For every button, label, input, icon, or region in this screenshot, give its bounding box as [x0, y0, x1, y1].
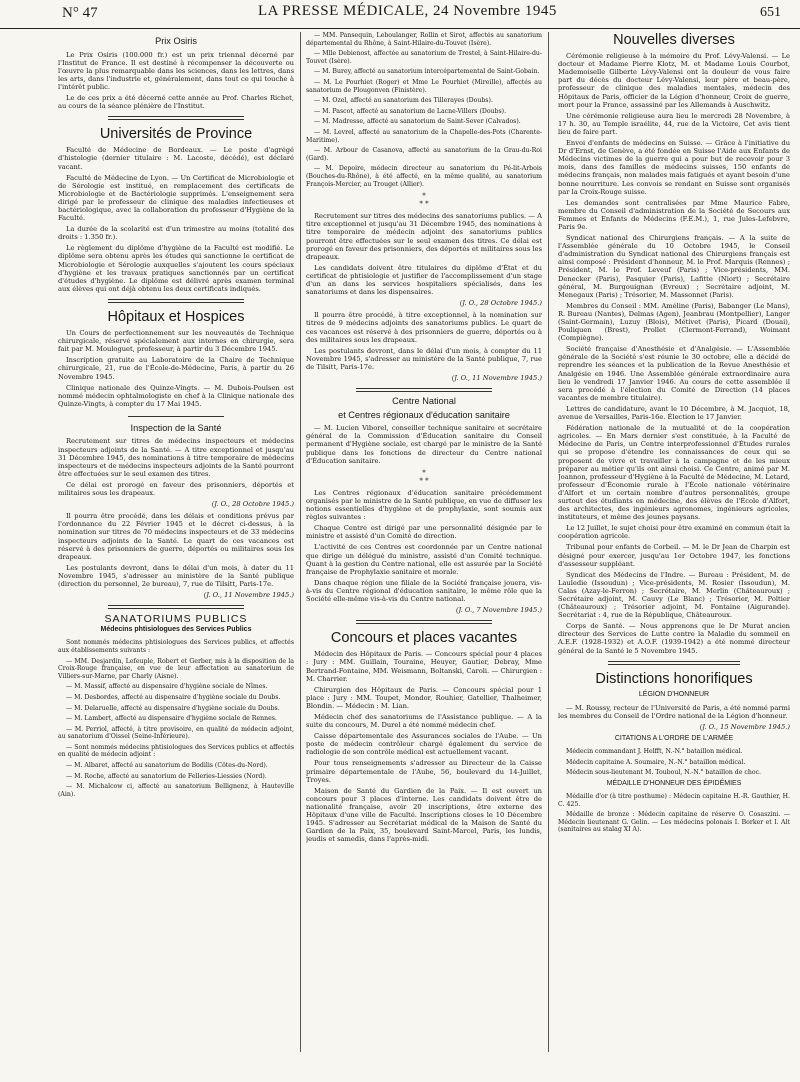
rec-text-2: Les candidats doivent être titulaires du diplôme d'État et du certificat de phtisiologie et justifier de l'accomplissement d'un stage d'un an dans les services hospitaliers spécialisés, dans les sanatoriums et dans les dispensaires. [306, 263, 542, 297]
insp-source-1: (J. O., 28 Octobre 1945.) [211, 500, 294, 509]
distinctions-title: Distinctions honorifiques [595, 670, 753, 687]
rec-source-2: (J. O., 11 Novembre 1945.) [451, 373, 542, 382]
conc-text-5: Pour tous renseignements s'adresser au Directeur de la Caisse primaire départementale de l'Aube, 56, boulevard du 14-Juillet, Troyes. [306, 759, 542, 784]
citation: Médecin capitaine A. Soumaire, N.-N.° bataillon médical. [566, 758, 746, 766]
prix-text-2: Le de ces prix a été décerné cette année au Prof. Charles Richet, au cours de la séance plénière de l'Institut. [58, 94, 294, 111]
sanatoriums-title: SANATORIUMS PUBLICS [104, 613, 248, 626]
nouvelles-title: Nouvelles diverses [613, 32, 735, 48]
nouv-text: Tribunal pour enfants de Corbeil. — M. le Dr Jean de Charpin est désigné pour exercer, jusqu'au 1er Octobre 1947, les fonctions d'assesseur suppléant. [558, 543, 790, 568]
nouv-text: Cérémonie religieuse à la mémoire du Prof. Lévy-Valensi. — Le docteur et Madame Pierre Klotz, M. et Madame Louis Courbot, Mademoiselle Gilberte Lévy-Valensi ont la douleur de vous faire part du décès du docteur Lévy-Valensi, leur père et beau-père, professeur de clinique des maladies mentales, médecin des Hôpitaux de Paris, officier de la Légion d'honneur, Croix de guerre, mort pour la France, assassiné par les Allemands à Auschwitz. [558, 52, 790, 109]
dist-text: — M. Roussy, recteur de l'Université de Paris, a été nommé parmi les membres du Conseil de l'Ordre national de la Légion d'honneur. [558, 703, 790, 720]
rec-source-1: (J. O., 28 Octobre 1945.) [459, 299, 542, 308]
legion-heading: LÉGION D'HONNEUR [638, 690, 710, 698]
lyon-text-2: La durée de la scolarité est d'un trimestre au moins (totalité des droits : 1.350 fr.). [58, 225, 294, 242]
rec-text-3: Il pourra être procédé, à titre exceptionnel, à la nomination sur titres de 9 médecins adjoints des sanatoriums publics. Le quart de ces vacances est réservé à des prisonniers de guerre, déportés ou à des militaires sous les drapeaux. [306, 311, 542, 344]
sana-item: — M. Lambert, affecté au dispensaire d'hygiène sociale de Rennes. [66, 715, 277, 723]
insp-text-4: Les postulants devront, dans le délai d'un mois, à dater du 11 Novembre 1945, s'adresser au ministère de la Santé publique (direction du personnel, 2e bureau), 7, rue de Tilsitt, Paris-17e. [58, 563, 294, 588]
insp-text-2: Ce délai est prorogé en faveur des prisonniers, déportés et militaires sous les drapeaux. [58, 480, 294, 498]
bordeaux-text: Faculté de Médecine de Bordeaux. — Le poste d'agrégé d'histologie (dernier titulaire : M. Lacoste, décédé), est déclaré vacant. [58, 146, 294, 171]
asterism-icon: * * * [419, 192, 429, 209]
centre-source: (J. O., 7 Novembre 1945.) [455, 606, 542, 615]
sana-item: — M. Ozel, affecté au sanatorium des Tillerayes (Doubs). [314, 97, 493, 105]
sana-intro: Sont nommés médecins phtisiologues des Services publics, et affectés aux établissements suivants : [58, 639, 294, 654]
nouv-text: Corps de Santé. — Nous apprenons que le Dr Murat ancien directeur des Services de Lutte contre la Maladie du sommeil en A.E.F. (1928-1932) et A.O.F. (1939-1942) a été nommé directeur général de la Santé le 5 Novembre 1945. [558, 622, 790, 655]
prix-text-1: Le Prix Osiris (100.000 fr.) est un prix triennal décerné par l'Institut de France. Il est destiné à récompenser la découverte ou l'œuvre la plus remarquable dans les sciences, dans les lettres, dans les arts, dans l'industrie et, généralement, dans tout ce qui touche à l'intérêt public. [58, 50, 294, 91]
concours-title: Concours et places vacantes [330, 630, 518, 647]
page-number: 651 [760, 5, 781, 20]
centre-text-4: L'activité de ces Centres est coordonnée par un Centre national que dirige un délégué du ministre, assisté d'un Comité technique. Quant à la gestion du Centre national, elle est assurée par la Société française de Prophylaxie sanitaire et morale. [306, 543, 542, 576]
centre-text-2: Les Centres régionaux d'éducation sanitaire précédemment organisés par le ministre de la Santé publique, en vue de diffuser les notions essentielles d'hygiène et de prophylaxie, sont soumis aux règles suivantes : [306, 488, 542, 522]
nouv-text: Fédération nationale de la mutualité et de la coopération agricoles. — En Mars dernier s'est constituée, à la Faculté de Médecine de Paris, un Centre interprofessionnel d'Études rurales qui se propose d'étendre les connaissances de ceux qui se proposent de vivre et travailler à la campagne et de les mieux préparer au métier qu'ils ont ainsi choisi. Ce Centre, animé par M. Joannon, professeur d'Hygiène à la Faculté de Médecine, M. Letard, professeur d'Économie rurale à l'École nationale vétérinaire d'Alfort et un certain nombre d'autres personnalités, groupe surtout des étudiants en médecine, des élèves de l'École d'Alfort, des architectes, des ingénieurs agronomes, ingénieurs agricoles, instituteurs, et même des jeunes paysans. [558, 424, 790, 522]
rec-text-1: Recrutement sur titres des médecins des sanatoriums publics. — A titre exceptionnel et jusqu'au 31 Décembre 1945, des nominations à titre temporaire de médecin adjoint des sanatoriums publics pourront être effectuées sur le seul examen des titres. Ce délai est prorogé en faveur des prisonniers, des déportés et militaires sous les drapeaux. [306, 212, 542, 261]
sana-item: — M. Arbour de Casanova, affecté au sanatorium de la Grau-du-Roi (Gard). [306, 147, 542, 162]
hop-text-1: Un Cours de perfectionnement sur les nouveautés de Technique chirurgicale, réservé spécialement aux internes en chirurgie, sera fait par M. Mouloguet, professeur, à partir du 3 Décembre 1945. [58, 329, 294, 354]
sana-item: — M. Perriol, affecté, à titre provisoire, en qualité de médecin adjoint, au sanatorium d'Oissel (Seine-Inférieure). [58, 725, 294, 741]
sana-item: — M. Massif, affecté au dispensaire d'hygiène sociale de Nîmes. [66, 683, 268, 691]
conc-text-2: Chirurgien des Hôpitaux de Paris. — Concours spécial pour 1 place : Jury : MM. Toupet, Mondor, Rouhier, Gatellier, Thalheimer, Blondin. — Médecin : M. Lian. [306, 685, 542, 710]
sana-item: — M. Albaret, affecté au sanatorium de Bodilis (Côtes-du-Nord). [66, 762, 268, 770]
nouv-text: Lettres de candidature, avant le 10 Décembre, à M. Jacquot, 18, avenue de Versailles, Paris-16e. Élection le 17 Janvier. [558, 404, 790, 422]
column-2 [306, 32, 549, 1052]
sana-item: — M. Delaruelle, affecté au dispensaire d'hygiène sociale du Doubs. [66, 704, 280, 712]
journal-title: LA PRESSE MÉDICALE, 24 Novembre 1945 [258, 3, 557, 19]
sana-item: — M. Depoire, médecin directeur au sanatorium du Pé-lit-Arbois (Bouches-du-Rhône), à été affecté, en la même qualité, au sanatorium François-Mercier, au Trouget (Allier). [306, 165, 542, 188]
sana-item: — M. Desbordes, affecté au dispensaire d'hygiène sociale du Doubs. [66, 693, 281, 701]
conc-text-3: Médecin chef des sanatoriums de l'Assistance publique. — A la suite du concours, M. Durel a été nommé médecin chef. [306, 712, 542, 730]
lyon-text: Faculté de Médecine de Lyon. — Un Certificat de Microbiologie et de Sérologie est institué, en remplacement des certificats de Microbiologie et de Bactériologie supprimés. L'enseignement sera dirigé par le professeur de clinique des maladies infectieuses et bactériologique, avec la collaboration du professeur d'Hygiène de la Faculté. [58, 173, 294, 223]
nouv-text: Une cérémonie religieuse aura lieu le mercredi 28 Novembre, à 17 h. 30, au Temple israélite, 44, rue de la Victoire, Cet avis tient lieu de faire part. [558, 111, 790, 136]
insp-text-3: Il pourra être procédé, dans les délais et conditions prévus par l'ordonnance du 22 Février 1945 et le décret ci-dessus, à la nomination sur titres de 70 médecins inspecteurs et de 33 médecins inspecteurs adjoints de la Santé. Le quart de ces vacances est réservé à des prisonniers de guerre, déportés ou militaires sous les drapeaux. [58, 512, 294, 561]
centre-title-2: et Centres régionaux d'éducation sanitaire [338, 409, 510, 420]
divider [108, 116, 244, 120]
sanatoriums-subtitle: Médecins phtisiologues des Services Publics [100, 626, 252, 634]
column-3 [558, 32, 790, 1052]
inspection-title: Inspection de la Santé [130, 422, 222, 433]
divider [108, 605, 244, 609]
conc-text-1: Médecin des Hôpitaux de Paris. — Concours spécial pour 4 places : Jury : MM. Guillain, Touraine, Heuyer, Gautier, Debray, Mme Bertrand-Fontaine, MM. Weismann, Boltanski, Caroli. — Chirurgien : M. Charrier. [306, 650, 542, 683]
sana-item: — M. Levrel, affecté au sanatorium de la Chapelle-des-Pots (Charente-Maritime). [306, 128, 542, 144]
conc-text-6: Maison de Santé du Gardien de la Paix. — Il est ouvert un concours pour 3 places d'interne. Les candidats doivent être de nationalité française, avoir 20 inscriptions, être externe des Hôpitaux d'une ville de Faculté. Inscriptions closes le 10 Décembre 1945. S'adresser au Secrétariat médical de la Maison de Santé du Gardien de la Paix, 35, boulevard Saint-Marcel, Paris, les lundis, jeudis et samedis, dans l'après-midi. [306, 786, 542, 844]
sana-item: — M. Roche, affecté au sanatorium de Felleries-Liessies (Nord). [66, 772, 267, 780]
asterism-icon: * * * [419, 468, 429, 485]
nouv-text: Les demandes sont centralisées par Mme Maurice Fabre, membre du Conseil d'administration de la Société de Secours aux Femmes et Enfants de Médecins (F.E.M.), 1, rue Jules-Lefebvre, Paris 9e. [558, 198, 790, 231]
divider [356, 620, 492, 624]
armee-heading: CITATIONS A L'ORDRE DE L'ARMÉE [614, 735, 734, 743]
sana-item: — M. Michalcow ci, affecté au sanatorium Bellignenz, à Hauteville (Ain). [58, 783, 294, 798]
nouv-text: Membres du Conseil : MM. Améline (Paris), Babanger (Le Mans), R. Bureau (Nantes), Delmas (Agen), Jeanbrau (Montpellier), Langer (Saint-Germain), Luzuy (Blois), Métivet (Paris), Picard (Douai), Pouliquen (Brest), Prollet (Clermont-Ferrand), Woimant (Compiègne). [558, 301, 790, 343]
hop-text-2: Inscription gratuite au Laboratoire de la Chaire de Technique chirurgicale, 21, rue de l'École-de-Médecine, Paris, à partir du 26 Novembre 1945. [58, 356, 294, 381]
epidemies-heading: MÉDAILLE D'HONNEUR DES ÉPIDÉMIES [606, 780, 742, 787]
dist-source: (J. O., 15 Novembre 1945.) [699, 723, 790, 732]
centre-text-5: Dans chaque région une filiale de la Société française jouera, vis-à-vis du Centre régional d'éducation sanitaire, le même rôle que la Société elle-même vis-à-vis du Centre national. [306, 578, 542, 604]
nouv-text: Syndicat des Médecins de l'Indre. — Bureau : Président, M. de Lauledie (Issoudun) ; Vice-présidents, M. Rosier (Issoudun), M. Calas (Azay-le-Ferron) ; Secrétaire, M. Merlin (Châteauroux) ; Secrétaire adjoint, M. Cauvy (Le Blanc) ; Trésorier, M. Poltier (Châteauroux) ; Trésorier adjoint, M. Fontaine (Aigurande). Secrétariat : 4, rue de la République, Châteauroux. [558, 570, 790, 620]
centre-text-1: — M. Lucien Viborel, conseiller technique sanitaire et secrétaire général de la Commission d'Éducation sanitaire du Conseil permanent d'Hygiène sociale, est chargé par le ministre de la Santé publique dans les fonctions de directeur du Centre national d'Éducation sanitaire. [306, 424, 542, 465]
insp-text-1: Recrutement sur titres de médecins inspecteurs et médecins inspecteurs adjoints de la Santé. — A titre exceptionnel et jusqu'au 31 Décembre 1945, des nominations à titre temporaire de médecins inspecteurs et de médecins inspecteurs adjoints de la Santé pourront être effectuées sur le seul examen des titres. [58, 437, 294, 478]
column-1 [58, 32, 301, 1052]
sana-item: — M. Burey, affecté au sanatorium intercépartemental de Saint-Gobain. [314, 68, 540, 76]
nouv-text: Syndicat national des Chirurgiens français. — A la suite de l'Assemblée générale du 10 Octobre 1945, le Conseil d'administration du Syndicat national des Chirurgiens français est ainsi composé : Président d'honneur, M. le Prof. Marquis (Rennes) ; Président, M. le Prof. Leveuf (Paris) ; Vice-présidents, MM. Denecker (Paris), Pasquier (Paris), Lafitte (Niort) ; Secrétaire général, M. Burgouignan (Evreux) ; Secrétaire adjoint, M. Menegaux (Paris) ; Trésorier, M. Massonnet (Paris). [558, 234, 790, 299]
lyon-text-3: Le règlement du diplôme d'hygiène de la Faculté est modifié. Le diplôme sera obtenu après les études qui sanctionne le certificat de Microbiologie et Sérologie auxquelles s'ajoutent les cours spéciaux d'hygiène et les travaux pratiques sanctionnés par un certificat d'études d'hygiène. Le diplôme est délivré après examen terminal aux élèves qui ont déjà obtenu les deux certificats indiqués. [58, 244, 294, 293]
divider [356, 388, 492, 392]
sana-item: — M. Pascot, affecté au sanatorium de Lacne-Villers (Doubs). [314, 107, 507, 115]
issue-number: N° 47 [62, 5, 98, 21]
sana-item: — M. Le Pourhiet (Roger) et Mme Le Pourhiet (Mireille), affectés au sanatorium de Plougonven (Finistère). [306, 78, 542, 94]
divider [108, 299, 244, 303]
citation: Médecin commandant J. Helfft, N.-N.° bataillon médical. [566, 748, 743, 756]
centre-title-1: Centre National [392, 396, 456, 407]
divider [608, 661, 740, 665]
citation: Médecin sous-lieutenant M. Touboul, N.-N.° bataillon de choc. [566, 769, 761, 777]
conc-text-4: Caisse départementale des Assurances sociales de l'Aube. — Un poste de médecin contrôleur chargé également du service de radiologie de son contrôle médical est actuellement vacant. [306, 732, 542, 757]
sana-item: — M. Madresse, affecté au sanatorium de Saint-Sever (Calvados). [314, 118, 521, 126]
prix-osiris-title: Prix Osiris [155, 36, 197, 46]
insp-source-2: (J. O., 11 Novembre 1945.) [203, 591, 294, 600]
nouv-text: Le 12 Juillet, le sujet choisi pour être examiné en commun était la coopération agricole. [558, 524, 790, 541]
hopitaux-title: Hôpitaux et Hospices [107, 308, 245, 325]
centre-text-3: Chaque Centre est dirigé par une personnalité désignée par le ministre et assisté d'un Comité de direction. [306, 524, 542, 541]
sana-item: — Mlle Debienost, affectée au sanatorium de Trestel, à Saint-Hilaire-du-Touvet (Isère). [306, 50, 542, 65]
medaille: Médaille d'or (à titre posthume) : Médecin capitaine H.-R. Gauthier, H. C. 425. [558, 793, 790, 808]
universites-title: Universités de Province [99, 126, 253, 143]
nouv-text: Société française d'Anesthésie et d'Analgésie. — L'Assemblée générale de la Société s'est réunie le 30 octobre, elle a décidé de reprendre les séances et la publication de la Revue Anesthésie et Analgésie en 1946. Une Assemblée générale extraordinaire aura lieu le vendredi 17 Janvier 1946. Au cours de cette assemblée il sera procédé à l'élection du Comité de Direction (14 places vacantes de membre titulaire). [558, 345, 790, 402]
hop-text-3: Clinique nationale des Quinze-Vingts. — M. Dubois-Poulsen est nommé médecin ophtalmologiste en chef à la Clinique nationale des Quinze-Vingts, à compter du 17 Mai 1945. [58, 383, 294, 408]
sana-item: — MM. Desjardin, Lefeuple, Robert et Gerber, mis à la disposition de la Croix-Rouge française, en vue de leur affectation au sanatorium de Villiers-sur-Marne, par Charly (Aisne). [58, 657, 294, 680]
page-header [0, 0, 800, 29]
sana-item: — Sont nommés médecins phtisiologues des Services publics et affectés en qualité de médecin adjoint : [58, 743, 294, 759]
medaille: Médaille de bronze : Médecin capitaine de réserve O. Cosaszini. — Médecin lieutenant G. Gelin. — Les médecins polonais I. Borker et I. Alt (sanitaires au stalag XI A). [558, 811, 790, 834]
divider [128, 416, 224, 417]
nouv-text: Envoi d'enfants de médecins en Suisse. — Grâce à l'initiative du Dr d'Ernst, de Genève, a été fondée en Suisse l'Aide aux Enfants de Médecins victimes de la guerre qui a pour but de recevoir pour 3 mois, dans des familles de médecins suisses, 150 enfants de médecins français, non malades mais fatigués et ayant besoin d'une bonne nourriture. Les convois se rendant en Suisse sont organisés par la Croix-Rouge suisse. [558, 139, 790, 196]
sana-item: — MM. Pansequin, Leboulanger, Rollin et Sirot, affectés au sanatorium départemental du Rhône, à Saint-Hilaire-du-Touvet (Isère). [306, 32, 542, 47]
rec-text-4: Les postulants devront, dans le délai d'un mois, à compter du 11 Novembre 1945, s'adresser au ministère de la Santé publique, 7, rue de Tilsitt, Paris-17e. [306, 346, 542, 371]
